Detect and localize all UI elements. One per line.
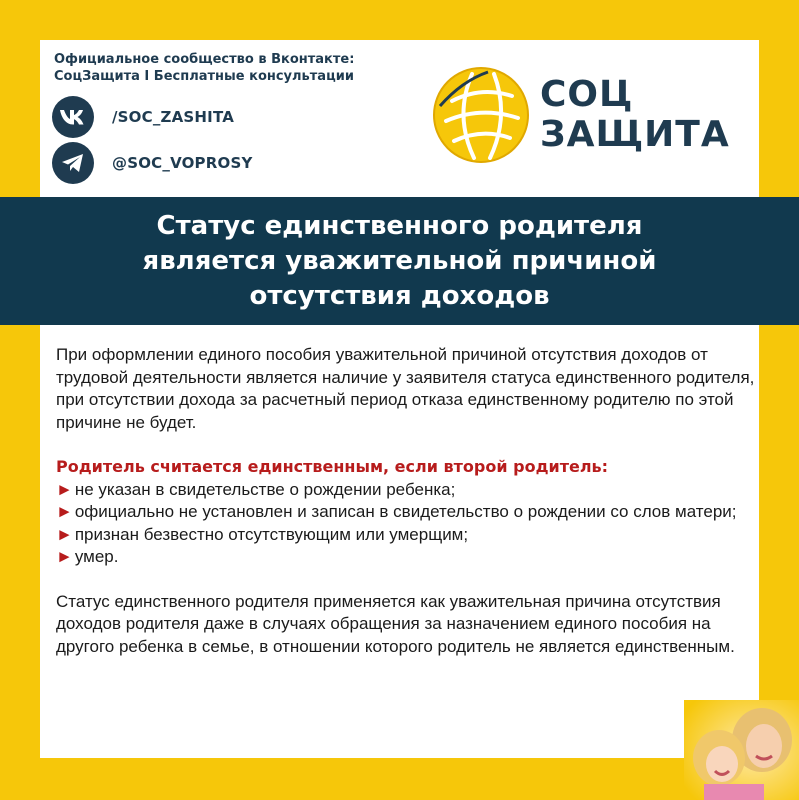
- conditions-heading: Родитель считается единственным, если второй родитель:: [56, 457, 609, 476]
- logo-line-2: ЗАЩИТА: [540, 114, 730, 155]
- community-info: [54, 51, 354, 85]
- conclusion-paragraph: Статус единственного родителя применяется как уважительная причина отсутствия доходов родителя даже в случаях обращения за назначением единого пособия на другого ребенка в семье, в отношении которого родитель не является единственным.: [56, 591, 735, 656]
- article-body: [56, 344, 756, 658]
- telegram-icon: [52, 142, 94, 184]
- list-item: ► не указан в свидетельстве о рождении ребенка;: [56, 479, 456, 499]
- intro-paragraph: При оформлении единого пособия уважительной причиной отсутствия доходов от трудовой деятельности является наличие у заявителя статуса единственного родителя, при отсутствии дохода за расчетный период отказа единственному родителю по этой причине не будет.: [56, 345, 755, 432]
- title-line-3: отсутствия доходов: [249, 280, 550, 311]
- title-banner: [0, 197, 799, 325]
- triangle-bullet-icon: ►: [56, 547, 73, 566]
- vk-link[interactable]: [52, 96, 234, 138]
- conditions-list: [56, 479, 756, 569]
- list-item: ► официально не установлен и записан в свидетельство о рождении со слов матери;: [56, 502, 737, 521]
- page-title: [60, 209, 740, 314]
- triangle-bullet-icon: ►: [56, 479, 73, 499]
- community-line-1: Официальное сообщество в Вконтакте:: [54, 52, 355, 67]
- telegram-handle: @SOC_VOPROSY: [112, 154, 253, 172]
- community-line-2: СоцЗащита I Бесплатные консультации: [54, 69, 354, 84]
- list-item: ► умер.: [56, 547, 119, 566]
- vk-icon: [52, 96, 94, 138]
- family-photo: [684, 700, 799, 800]
- triangle-bullet-icon: ►: [56, 524, 73, 544]
- globe-logo-icon: [432, 66, 530, 164]
- title-line-1: Статус единственного родителя: [156, 210, 643, 241]
- list-item: ► признан безвестно отсутствующим или умерщим;: [56, 524, 469, 544]
- vk-handle: /SOC_ZASHITA: [112, 108, 235, 126]
- triangle-bullet-icon: ►: [56, 502, 73, 521]
- logo-line-1: СОЦ: [540, 74, 634, 115]
- telegram-link[interactable]: [52, 142, 253, 184]
- title-line-2: является уважительной причиной: [142, 245, 657, 276]
- soczashita-logo: [432, 66, 730, 164]
